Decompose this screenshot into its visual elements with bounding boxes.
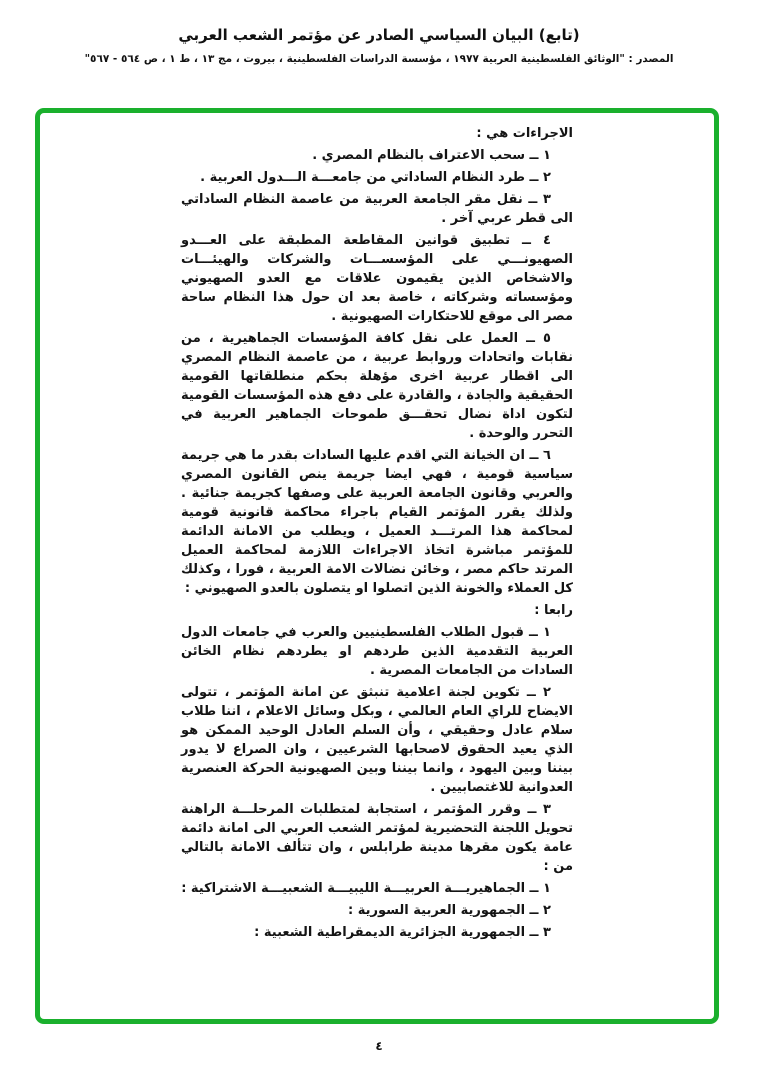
body-paragraph: الاجراءات هي :	[476, 126, 573, 141]
document-header	[0, 26, 758, 65]
body-text-column	[181, 113, 573, 942]
document-source-line: المصدر : "الوثائق الفلسطينية العربية ١٩٧٧ ، مؤسسة الدراسات الفلسطينية ، بيروت ، مج ١٣ ، ط ١ ، ص ٥٦٤ - ٥٦٧"	[84, 53, 674, 65]
body-paragraph: ١ ــ قبول الطلاب الفلسطينيين والعرب في جامعات الدول العربية التقدمية الذين طردهم او يطردهم نظام الخائن السادات من الجامعات المصرية .	[181, 625, 573, 678]
body-paragraph: ٣ ــ وقرر المؤتمر ، استجابة لمتطلبات المرحلـــة الراهنة تحويل اللجنة التحضيرية لمؤتمر الشعب العربي الى امانة دائمة عامة يكون مقرها مدينة طرابلس ، وان تتألف الامانة بالتالي من :	[181, 802, 573, 874]
document-title: (تابع) البيان السياسي الصادر عن مؤتمر الشعب العربي	[178, 26, 580, 44]
body-paragraph: ٢ ــ تكوين لجنة اعلامية تنبثق عن امانة المؤتمر ، تتولى الايضاح للراي العام العالمي ، وبكل وسائل الاعلام ، اننا طلاب سلام عادل وحقيقي ، وأن السلم العادل الوحيد الممكن هو الذي يعيد الحقوق لاصحابها الشرعيين ، وان الصراع لا يدور بيننا وبين اليهود ، وانما بيننا وبين الصهيونية الحركة العنصرية العدوانية للاغتصابيين .	[181, 685, 573, 795]
body-paragraph: ١ ــ الجماهيريـــة العربيـــة الليبيـــة الشعبيـــة الاشتراكية :	[181, 881, 551, 896]
green-border-frame	[35, 108, 719, 1024]
body-paragraph: ٥ ــ العمل على نقل كافة المؤسسات الجماهيرية ، من نقابات واتحادات وروابط عربية ، من عاصمة النظام المصري الى اقطار عربية اخرى مؤهلة بحكم منطلقاتها القومية الحقيقية والجادة ، والقادرة على دفع هذه المؤسسات القومية لتكون اداة نضال تحقـــق طموحات الجماهير العربية في التحرر والوحدة .	[181, 331, 573, 441]
body-paragraph: ٢ ــ طرد النظام الساداتي من جامعـــة الـــدول العربية .	[200, 170, 551, 185]
body-paragraph: ٣ ــ الجمهورية الجزائرية الديمقراطية الشعبية :	[254, 925, 551, 940]
body-paragraph: ٢ ــ الجمهورية العربية السورية :	[348, 903, 551, 918]
body-paragraph: ٣ ــ نقل مقر الجامعة العربية من عاصمة النظام الساداتي الى قطر عربي آخر .	[181, 192, 573, 226]
body-paragraph: ٦ ــ ان الخيانة التي اقدم عليها السادات بقدر ما هي جريمة سياسية قومية ، فهي ايضا جريمة ينص القانون المصري والعربي وقانون الجامعة العربية على وصفها كجريمة جنائية . ولذلك يقرر المؤتمر القيام باجراء محاكمة قانونية قومية لمحاكمة هذا المرتـــد العميل ، ويطلب من الامانة الدائمة للمؤتمر مباشرة اتخاذ الاجراءات اللازمة لمحاكمة العميل المرتد حاكم مصر ، وخائن نضالات الامة العربية ، فورا ، وكذلك كل العملاء والخونة الذين اتصلوا او يتصلون بالعدو الصهيوني :	[181, 448, 573, 596]
body-paragraph: ٤ ــ تطبيق قوانين المقاطعة المطبقة على العـــدو الصهيونـــي على المؤسســـات والشركات والهيئـــات والاشخاص الذين يقيمون علاقات مع العدو الصهيوني ومؤسساته وشركاته ، خاصة بعد ان حول هذا النظام ساحة مصر الى موقع للاحتكارات الصهيونية .	[181, 233, 573, 324]
body-paragraph: رابعا :	[534, 603, 573, 618]
body-paragraph: ١ ــ سحب الاعتراف بالنظام المصري .	[312, 148, 551, 163]
page-number: ٤	[375, 1039, 383, 1053]
